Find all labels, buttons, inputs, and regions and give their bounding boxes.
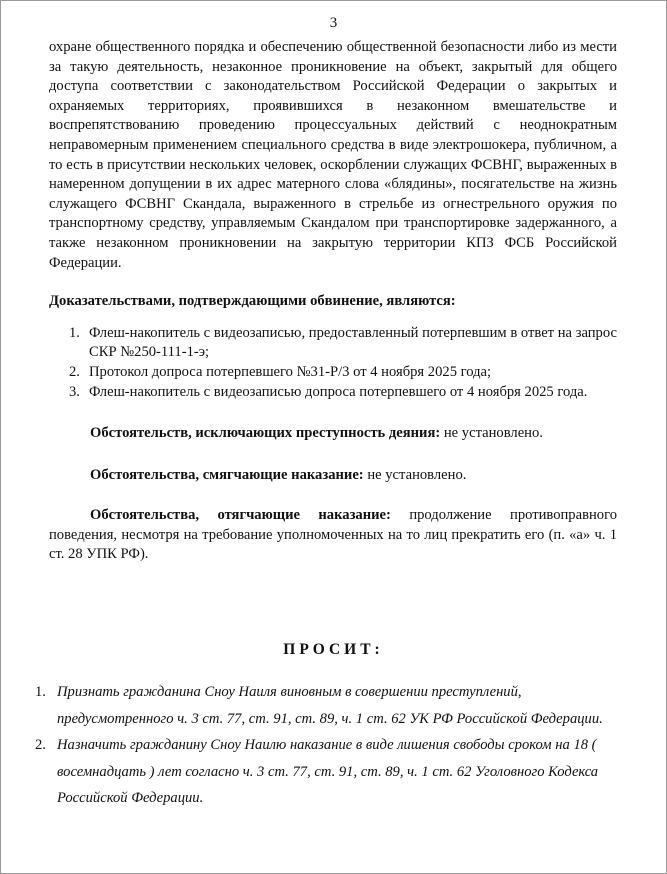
request-item-text: Назначить гражданину Сноу Наилю наказание в виде лишения свободы сроком на 18 ( восемнадцать ) лет согласно ч. 3 ст. 77, ст. 91, ст. 89, ч. 1 ст. 62 Уголовного Кодекса Российской Федерации.	[57, 737, 599, 807]
evidence-item	[69, 324, 617, 363]
aggravating-value: продолжение противоправного поведения, несмотря на требование уполномоченных на то лиц прекратить его (п. «а» ч. 1 ст. 28 УПК РФ).	[49, 507, 617, 563]
request-item-text: Признать гражданина Сноу Наиля виновным в совершении преступлений, предусмотренного ч. 3 ст. 77, ст. 91, ст. 89, ч. 1 ст. 62 УК РФ Российской Федерации.	[57, 684, 603, 727]
intro-paragraph: охране общественного порядка и обеспечению общественной безопасности либо из мести за такую деятельность, незаконное проникновение на объект, закрытый для общего доступа соответствии с законодательством Российской Федерации о закрытых и охраняемых территориях, проявившихся в незаконном вмешательстве и воспрепятствованию проведению процессуальных действий с неоднократным неправомерным применением специального средства в виде электрошокера, публичном, а то есть в присутствии нескольких человек, оскорблении служащих ФСВНГ, выраженных в намеренном допущении в их адрес матерного слова «блядины», посягательстве на жизнь служащего ФСВНГ Скандала, выраженного в стрельбе из огнестрельного оружия по транспортному средству, управляемым Скандалом при транспортировке задержанного, а также незаконном проникновении на закрытую территории КПЗ ФСБ Российской Федерации.	[49, 39, 617, 271]
mitigating-value: не установлено.	[363, 466, 467, 483]
request-item-number: 1.	[35, 684, 46, 700]
evidence-item-text: Флеш-накопитель с видеозаписью допроса потерпевшего от 4 ноября 2025 года.	[89, 383, 588, 400]
mitigating-label: Обстоятельства, смягчающие наказание:	[90, 466, 364, 483]
aggravating-label: Обстоятельства, отягчающие наказание:	[90, 507, 391, 524]
aggravating-circumstances	[49, 506, 617, 565]
request-item	[35, 679, 615, 732]
request-list	[35, 679, 615, 812]
excluding-circumstances	[49, 424, 617, 444]
evidence-list	[49, 324, 617, 402]
request-title: ПРОСИТ:	[283, 641, 384, 658]
evidence-item-text: Протокол допроса потерпевшего №31-Р/3 от 4 ноября 2025 года;	[89, 363, 492, 380]
excluding-value: не установлено.	[440, 425, 543, 442]
evidence-item-number: 3.	[69, 383, 80, 400]
evidence-heading: Доказательствами, подтверждающими обвинение, являются:	[49, 293, 456, 310]
page-number: 3	[329, 15, 338, 31]
document-body	[49, 38, 617, 565]
request-item-number: 2.	[35, 737, 46, 754]
evidence-item-text: Флеш-накопитель с видеозаписью, предоставленный потерпевшим в ответ на запрос СКР №250-111-1-э;	[89, 324, 617, 361]
evidence-item-number: 2.	[69, 363, 80, 380]
evidence-item-number: 1.	[69, 324, 80, 341]
mitigating-circumstances	[49, 466, 617, 486]
request-item	[35, 732, 615, 812]
evidence-item	[69, 363, 617, 383]
evidence-item	[69, 383, 617, 403]
excluding-label: Обстоятельств, исключающих преступность деяния:	[90, 425, 441, 442]
